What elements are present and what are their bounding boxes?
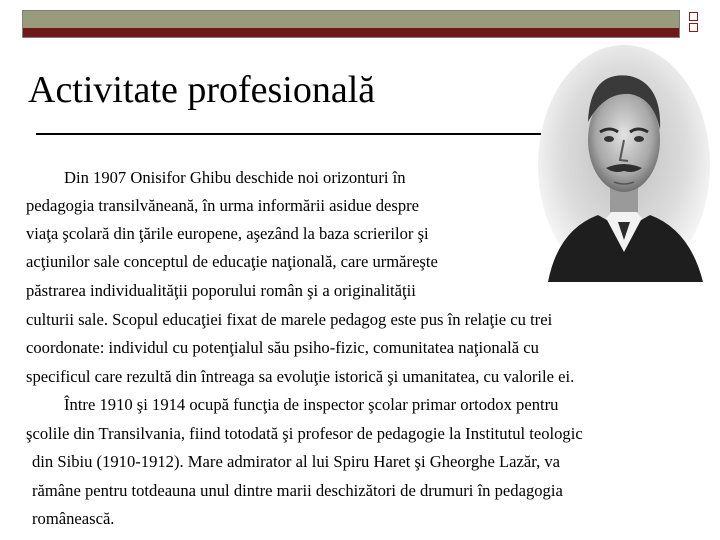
text-line: pedagogia transilvăneană, în urma informării asidue despre [26, 196, 420, 215]
slide-title: Activitate profesională [28, 69, 376, 111]
text-line: specificul care rezultă din întreaga sa evoluţie istorică şi umanitatea, cu valorile ei. [26, 367, 575, 386]
text-line: românească. [32, 509, 115, 528]
text-line: coordonate: individul cu potenţialul său psiho-fizic, comunitatea naţională cu [26, 338, 539, 357]
text-line: din Sibiu (1910-1912). Mare admirator al lui Spiru Haret şi Gheorghe Lazăr, va [32, 452, 561, 471]
text-line: Din 1907 Onisifor Ghibu deschide noi orizonturi în [64, 168, 406, 187]
text-line: culturii sale. Scopul educaţiei fixat de marele pedagog este pus în relaţie cu trei [26, 310, 553, 329]
text-line: rămâne pentru totdeauna unul dintre marii deschizători de drumuri în pedagogia [32, 481, 563, 500]
text-line: Între 1910 şi 1914 ocupă funcţia de inspector şcolar primar ortodox pentru [64, 395, 559, 414]
text-line: acţiunilor sale conceptul de educaţie naţională, care urmăreşte [26, 252, 438, 271]
text-line: viaţa şcolară din ţările europene, aşezând la baza scrierilor şi [26, 224, 429, 243]
text-line: şcolile din Transilvania, fiind totodată şi profesor de pedagogie la Institutul teologic [26, 424, 583, 443]
text-line: păstrarea individualităţii poporului român şi a originalităţii [26, 281, 416, 300]
